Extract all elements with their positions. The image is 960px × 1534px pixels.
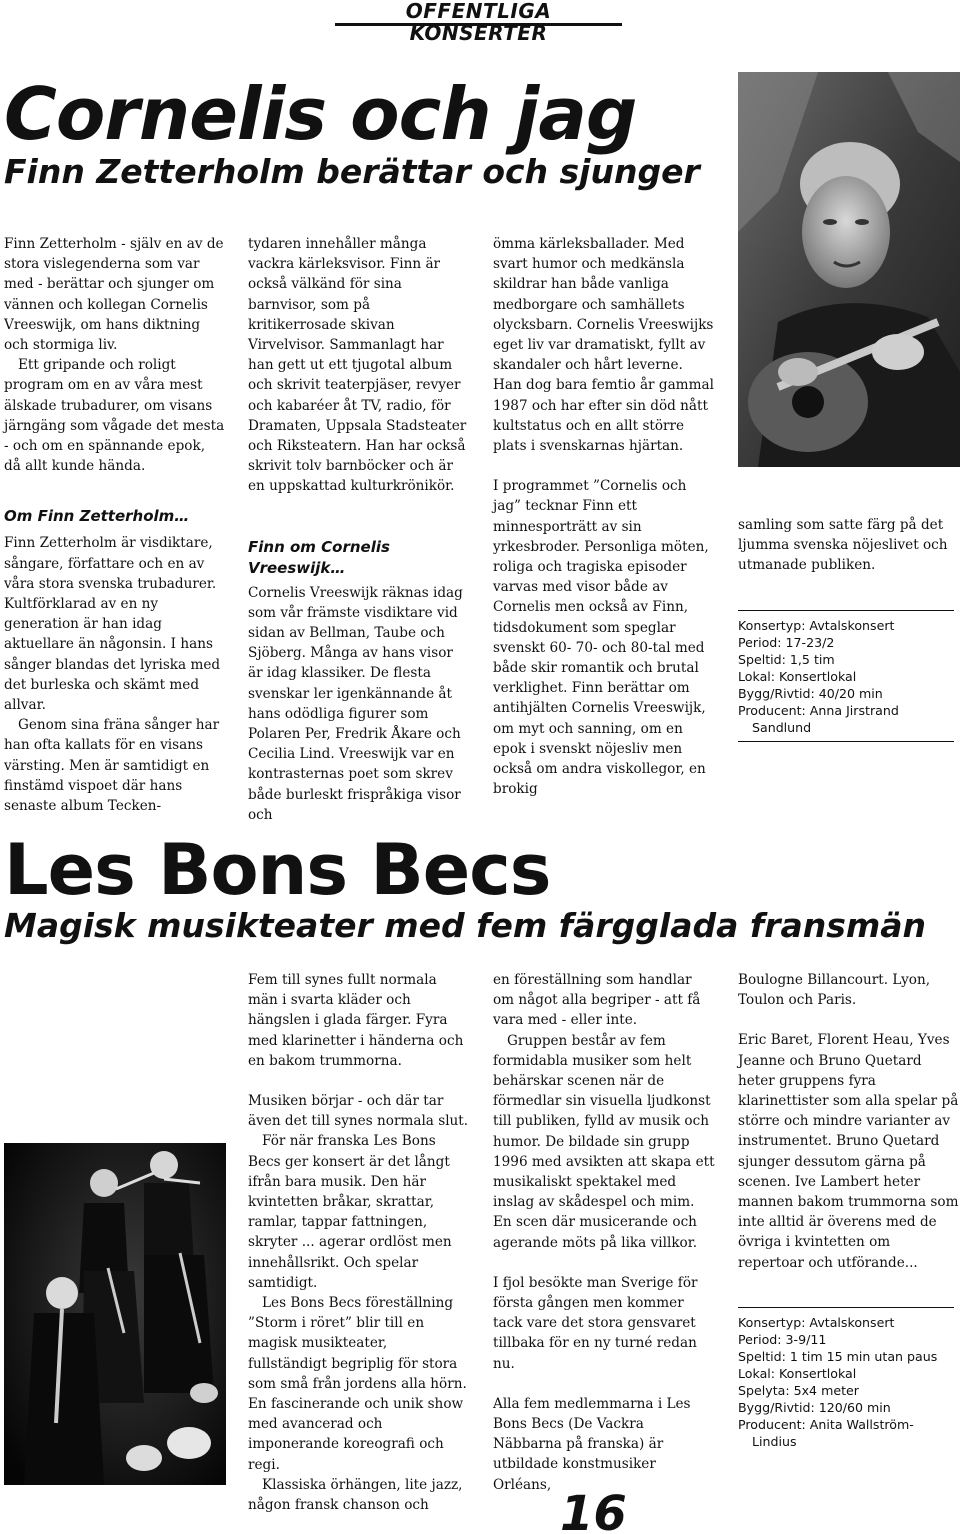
article1-intro: Finn Zetterholm - själv en av de stora vislegenderna som var med - berättar och sjunger om vännen och kollegan Cornelis Vreeswijk, om hans diktning och stormiga liv.: [4, 236, 224, 354]
article2-paragraph: För när franska Les Bons Becs ger konsert är det långt ifrån bara musik. Den här kvintetten bråkar, skrattar, ramlar, tappar fattningen, skryter ... agerar ordlöst men innehållsrikt. Och spelar samtidigt.: [248, 1133, 452, 1291]
article1-column-2: [248, 234, 470, 825]
article1-column-4: [738, 515, 960, 576]
article2-paragraph: Musiken börjar - och där tar även det till synes normala slut.: [248, 1093, 469, 1130]
fact-speltid: Speltid: 1 tim 15 min utan paus: [738, 1349, 938, 1364]
fact-lokal: Lokal: Konsertlokal: [738, 669, 857, 684]
article1-column-3: [493, 234, 715, 799]
article1-paragraph: Ett gripande och roligt program om en av våra mest älskade trubadurer, om visans järngäng som vågade det mesta - och om en spännande epok, då allt kunde hända.: [4, 357, 225, 475]
article1-paragraph: ömma kärleksballader. Med svart humor och medkänsla skildrar han både vanliga medborgare och samhällets olycksbarn. Cornelis Vreeswijks eget liv var dramatiskt, fyllt av skandaler och hårt leverne. Han dog bara femtio år gammal 1987 och har efter sin död nått kultstatus och en allt större plats i svenskarnas hjärtan.: [493, 236, 714, 455]
fact-spelyta: Spelyta: 5x4 meter: [738, 1383, 859, 1398]
article1-title: Cornelis och jag: [4, 72, 637, 156]
page-number: 16: [560, 1486, 627, 1534]
article1-paragraph: Finn Zetterholm är visdiktare, sångare, författare och en av våra stora svenska trubadurer. Kultförklarad av en ny generation är han idag aktuellare än någonsin. I hans sånger blandas det lyriska med det burleska och skämt med allvar.: [4, 535, 221, 714]
fact-bygg-rivtid: Bygg/Rivtid: 40/20 min: [738, 686, 883, 701]
article2-paragraph: Eric Baret, Florent Heau, Yves Jeanne och Bruno Quetard heter gruppens fyra klarinettister som alla spelar på större och mindre varianter av instrumentet. Bruno Quetard sjunger dessutom gärna på scenen. Ive Lambert heter mannen bakom trummorna som inte alltid är överens med de övriga i kvintetten om repertoar och utförande...: [738, 1032, 959, 1271]
guitarist-portrait-icon: [738, 72, 960, 467]
article1-paragraph: I programmet ”Cornelis och jag” tecknar Finn ett minnesporträtt av sin yrkesbroder. Personliga möten, roliga och tragiska episoder varvas med visor både av Cornelis men också av Finn, tidsdokument som speglar svenskt 60- 70- och 80-tal med både skir romantik och brutal verklighet. Finn berättar om antihjälten Cornelis Vreeswijk, om myt och sanning, om en epok i svenskt nöjesliv men också om andra viskollegor, en brokig: [493, 478, 709, 798]
fact-speltid: Speltid: 1,5 tim: [738, 652, 835, 667]
fact-konsertyp: Konsertyp: Avtalskonsert: [738, 1315, 895, 1330]
clarinet-band-icon: [4, 1143, 226, 1485]
article2-column-3: [493, 970, 715, 1495]
fact-producent: Producent: Anita Wallström-: [738, 1417, 914, 1432]
article1-paragraph: tydaren innehåller många vackra kärleksvisor. Finn är också välkänd för sina barnvisor, som på kritikerrosade skivan Virvelvisor. Sammanlagt har han gett ut ett tjugotal album och skrivit teaterpjäser, revyer och kabaréer åt TV, radio, för Dramaten, Uppsala Stadsteater och Riksteatern. Han har också skrivit tolv barnböcker och är en uppskattad kulturkrönikör.: [248, 236, 467, 495]
fact-lokal: Lokal: Konsertlokal: [738, 1366, 857, 1381]
article2-paragraph: Boulogne Billancourt. Lyon, Toulon och Paris.: [738, 972, 931, 1009]
article2-paragraph: I fjol besökte man Sverige för första gången men kommer tack vare det stora gensvaret tillbaka för en ny turné redan nu.: [493, 1274, 698, 1372]
article2-column-2: [248, 970, 470, 1515]
article2-column-4: [738, 970, 960, 1273]
fact-konsertyp: Konsertyp: Avtalskonsert: [738, 618, 895, 633]
fact-box-rule: [738, 736, 954, 742]
article1-paragraph: Genom sina fräna sånger har han ofta kallats för en visans värsting. Men är samtidigt en finstämd vispoet där hans senaste album Tecken-: [4, 717, 220, 815]
article1-column-1: [4, 234, 226, 816]
article1-paragraph: samling som satte färg på det ljumma svenska nöjeslivet och utmanade publiken.: [738, 517, 948, 574]
fact-period: Period: 17-23/2: [738, 635, 835, 650]
fact-producent-cont: Sandlund: [752, 720, 812, 735]
article2-paragraph: en föreställning som handlar om något alla begriper - att få vara med - eller inte.: [493, 972, 701, 1029]
article1-fact-box: [738, 610, 954, 742]
article1-paragraph: Cornelis Vreeswijk räknas idag som vår främste visdiktare vid sidan av Bellman, Taube och Sjöberg. Många av hans visor är idag klassiker. De flesta svenskar ler igenkännande åt hans odödliga figurer som Polaren Per, Fredrik Åkare och Cecilia Lind. Vreeswijk var en kontrasternas poet som skrev både burleskt frispråkiga visor och: [248, 584, 463, 823]
article2-paragraph: Fem till synes fullt normala män i svarta kläder och hängslen i glada färger. Fyra med klarinetter i händerna och en bakom trummorna.: [248, 972, 464, 1069]
fact-bygg-rivtid: Bygg/Rivtid: 120/60 min: [738, 1400, 891, 1415]
les-bons-becs-photo: [4, 1143, 226, 1485]
article2-paragraph: Gruppen består av fem formidabla musiker som helt behärskar scenen när de förmedlar sin visuella ljudkonst till publiken, fylld av musik och humor. De bildade sin grupp 1996 med avsikten att skapa ett musikaliskt spektakel med inslag av skådespel och mim. En scen där musicerande och agerande möts på lika villkor.: [493, 1032, 715, 1251]
article2-paragraph: Alla fem medlemmarna i Les Bons Becs (De Vackra Näbbarna på franska) är utbildade konstmusiker Orléans,: [493, 1395, 691, 1493]
fact-period: Period: 3-9/11: [738, 1332, 827, 1347]
article2-paragraph: Les Bons Becs föreställning ”Storm i röret” blir till en magisk musikteater, fullständigt begriplig för stora som små från jordens alla hörn. En fascinerande och unik show med avancerad och imponerande koreografi och regi.: [248, 1295, 467, 1473]
article2-fact-box: [738, 1307, 954, 1450]
article2-title: Les Bons Becs: [4, 829, 551, 911]
finn-zetterholm-photo: [738, 72, 960, 467]
fact-producent: Producent: Anna Jirstrand: [738, 703, 899, 718]
section-heading-om-finn: Om Finn Zetterholm…: [4, 507, 190, 526]
section-heading-finn-om-cornelis: Finn om Cornelis Vreeswijk…: [248, 537, 390, 577]
fact-producent-cont: Lindius: [752, 1434, 797, 1449]
article1-subtitle: Finn Zetterholm berättar och sjunger: [4, 152, 700, 191]
section-header: OFFENTLIGA KONSERTER: [335, 0, 622, 26]
article2-paragraph: Klassiska örhängen, lite jazz, någon fransk chanson och: [248, 1476, 463, 1514]
article2-subtitle: Magisk musikteater med fem färgglada fransmän: [4, 906, 927, 945]
